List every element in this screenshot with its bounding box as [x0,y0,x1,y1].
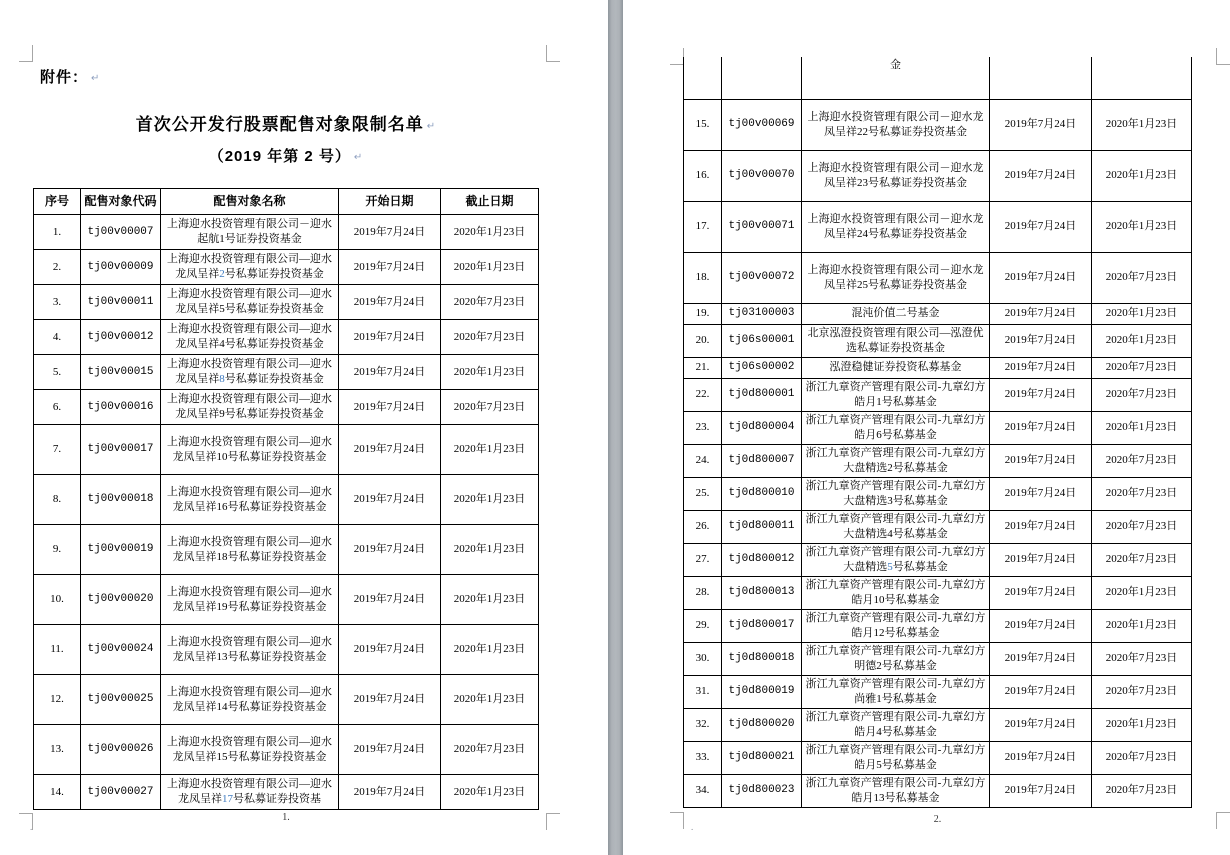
seq-cell: 24. [684,444,722,477]
code-cell: tj0d800017 [722,609,802,642]
column-header-4: 截止日期 [441,189,539,215]
seq-cell: 29. [684,609,722,642]
table-row [684,576,1192,609]
end-date-cell: 2020年1月23日 [1092,411,1192,444]
attachment-label: 附件： ↵ [40,69,101,86]
start-date-cell: 2019年7月24日 [990,357,1092,378]
end-date-cell: 2020年7月23日 [441,285,539,320]
name-cell: 金 [802,57,990,99]
page-number-2: 2. [933,814,942,825]
end-date-cell: 2020年1月23日 [1092,99,1192,150]
revision-number: 2 [219,268,225,280]
code-cell: tj00v00026 [81,725,161,775]
name-cell: 上海迎水投资管理有限公司—迎水龙凤呈祥19号私募证券投资基金 [161,575,339,625]
end-date-cell: 2020年1月23日 [1092,576,1192,609]
name-cell: 浙江九章资产管理有限公司-九章幻方大盘精选5号私募基金 [802,543,990,576]
seq-cell: 9. [34,525,81,575]
continuation-row [684,57,1192,99]
page-subtitle: （2019 年第 2 号） ↵ [208,148,364,165]
name-cell: 上海迎水投资管理有限公司—迎水龙凤呈祥9号私募证券投资基金 [161,390,339,425]
code-cell: tj0d800020 [722,708,802,741]
end-date-cell: 2020年7月23日 [1092,444,1192,477]
revision-number: 17 [222,793,233,805]
code-cell: tj00v00011 [81,285,161,320]
code-cell: tj00v00019 [81,525,161,575]
name-cell: 上海迎水投资管理有限公司—迎水龙凤呈祥5号私募证券投资基金 [161,285,339,320]
table-row [684,303,1192,324]
code-cell: tj00v00072 [722,252,802,303]
seq-cell: 21. [684,357,722,378]
column-header-2: 配售对象名称 [161,189,339,215]
end-date-cell: 2020年1月23日 [1092,708,1192,741]
table-row [684,477,1192,510]
start-date-cell: 2019年7月24日 [990,477,1092,510]
table-header-row [34,189,539,215]
code-cell: tj0d800007 [722,444,802,477]
table-row [34,285,539,320]
code-cell: tj0d800021 [722,741,802,774]
code-cell: tj06s00002 [722,357,802,378]
end-date-cell [1092,57,1192,99]
table-row [34,390,539,425]
code-cell: tj0d800011 [722,510,802,543]
name-cell: 上海迎水投资管理有限公司－迎水龙凤呈祥22号私募证券投资基金 [802,99,990,150]
code-cell: tj00v00012 [81,320,161,355]
seq-cell: 6. [34,390,81,425]
name-cell: 上海迎水投资管理有限公司－迎水龙凤呈祥23号私募证券投资基金 [802,150,990,201]
seq-cell: 34. [684,774,722,807]
name-cell: 上海迎水投资管理有限公司－迎水龙凤呈祥25号私募证券投资基金 [802,252,990,303]
name-cell: 浙江九章资产管理有限公司-九章幻方明德2号私募基金 [802,642,990,675]
code-cell: tj00v00024 [81,625,161,675]
start-date-cell: 2019年7月24日 [990,675,1092,708]
end-date-cell: 2020年1月23日 [1092,609,1192,642]
table-row [34,320,539,355]
end-date-cell: 2020年1月23日 [441,475,539,525]
seq-cell: 7. [34,425,81,475]
seq-cell: 31. [684,675,722,708]
table-row [684,543,1192,576]
name-cell: 上海迎水投资管理有限公司—迎水龙凤呈祥14号私募证券投资基金 [161,675,339,725]
seq-cell: 5. [34,355,81,390]
table-row [684,741,1192,774]
start-date-cell: 2019年7月24日 [990,609,1092,642]
table-row [34,250,539,285]
end-date-cell: 2020年7月23日 [1092,543,1192,576]
seq-cell: 2. [34,250,81,285]
column-header-1: 配售对象代码 [81,189,161,215]
start-date-cell: 2019年7月24日 [339,525,441,575]
start-date-cell: 2019年7月24日 [990,774,1092,807]
start-date-cell: 2019年7月24日 [339,285,441,320]
paragraph-mark-icon: ↵ [91,73,101,84]
code-cell: tj0d800013 [722,576,802,609]
name-cell: 北京泓澄投资管理有限公司—泓澄优选私募证券投资基金 [802,324,990,357]
name-cell: 上海迎水投资管理有限公司—迎水龙凤呈祥2号私募证券投资基金 [161,250,339,285]
end-date-cell: 2020年7月23日 [1092,774,1192,807]
end-date-cell: 2020年7月23日 [1092,252,1192,303]
crop-mark-p1-bottom-right [546,813,560,830]
code-cell: tj00v00070 [722,150,802,201]
code-cell: tj00v00017 [81,425,161,475]
start-date-cell: 2019年7月24日 [990,444,1092,477]
end-date-cell: 2020年7月23日 [441,320,539,355]
name-cell: 混沌价值二号基金 [802,303,990,324]
start-date-cell: 2019年7月24日 [339,390,441,425]
table-row [34,215,539,250]
seq-cell: 33. [684,741,722,774]
code-cell [722,57,802,99]
name-cell: 浙江九章资产管理有限公司-九章幻方皓月1号私募基金 [802,378,990,411]
code-cell: tj0d800012 [722,543,802,576]
start-date-cell: 2019年7月24日 [990,411,1092,444]
table-row [684,99,1192,150]
code-cell: tj0d800004 [722,411,802,444]
table-row [684,150,1192,201]
code-cell: tj00v00018 [81,475,161,525]
start-date-cell [990,57,1092,99]
end-date-cell: 2020年7月23日 [1092,510,1192,543]
name-cell: 浙江九章资产管理有限公司-九章幻方大盘精选3号私募基金 [802,477,990,510]
table-row [684,378,1192,411]
start-date-cell: 2019年7月24日 [990,201,1092,252]
start-date-cell: 2019年7月24日 [990,708,1092,741]
seq-cell: 32. [684,708,722,741]
paragraph-mark-icon: . [30,822,33,832]
seq-cell: 1. [34,215,81,250]
seq-cell: 14. [34,775,81,810]
start-date-cell: 2019年7月24日 [339,215,441,250]
name-cell: 浙江九章资产管理有限公司-九章幻方皓月4号私募基金 [802,708,990,741]
start-date-cell: 2019年7月24日 [990,543,1092,576]
start-date-cell: 2019年7月24日 [339,625,441,675]
end-date-cell: 2020年1月23日 [1092,324,1192,357]
name-cell: 上海迎水投资管理有限公司－迎水龙凤呈祥24号私募证券投资基金 [802,201,990,252]
end-date-cell: 2020年1月23日 [441,775,539,810]
name-cell: 上海迎水投资管理有限公司—迎水龙凤呈祥10号私募证券投资基金 [161,425,339,475]
seq-cell: 26. [684,510,722,543]
name-cell: 上海迎水投资管理有限公司—迎水龙凤呈祥18号私募证券投资基金 [161,525,339,575]
start-date-cell: 2019年7月24日 [990,576,1092,609]
revision-number: 5 [887,560,893,573]
end-date-cell: 2020年1月23日 [441,250,539,285]
start-date-cell: 2019年7月24日 [990,642,1092,675]
crop-mark-p2-bottom-right [1216,812,1230,829]
table-row [34,675,539,725]
seq-cell: 4. [34,320,81,355]
name-cell: 浙江九章资产管理有限公司-九章幻方皓月6号私募基金 [802,411,990,444]
name-cell: 浙江九章资产管理有限公司-九章幻方大盘精选2号私募基金 [802,444,990,477]
start-date-cell: 2019年7月24日 [990,378,1092,411]
end-date-cell: 2020年1月23日 [441,355,539,390]
code-cell: tj03100003 [722,303,802,324]
start-date-cell: 2019年7月24日 [990,99,1092,150]
table-row [34,475,539,525]
code-cell: tj0d800001 [722,378,802,411]
start-date-cell: 2019年7月24日 [339,355,441,390]
table-row [684,411,1192,444]
seq-cell: 15. [684,99,722,150]
name-cell: 上海迎水投资管理有限公司－迎水起航1号证券投资基金 [161,215,339,250]
name-cell: 上海迎水投资管理有限公司—迎水龙凤呈祥17号私募证券投资基 [161,775,339,810]
table-row [684,252,1192,303]
seq-cell: 25. [684,477,722,510]
end-date-cell: 2020年1月23日 [441,575,539,625]
end-date-cell: 2020年7月23日 [1092,642,1192,675]
start-date-cell: 2019年7月24日 [339,775,441,810]
column-header-3: 开始日期 [339,189,441,215]
paragraph-mark-icon: . [691,822,694,832]
code-cell: tj0d800019 [722,675,802,708]
crop-mark-p2-bottom-left [670,812,684,829]
code-cell: tj00v00009 [81,250,161,285]
name-cell: 浙江九章资产管理有限公司-九章幻方皓月10号私募基金 [802,576,990,609]
table-row [684,324,1192,357]
start-date-cell: 2019年7月24日 [990,324,1092,357]
page-title: 首次公开发行股票配售对象限制名单 ↵ [135,115,437,134]
seq-cell: 19. [684,303,722,324]
end-date-cell: 2020年7月23日 [441,390,539,425]
name-cell: 上海迎水投资管理有限公司—迎水龙凤呈祥16号私募证券投资基金 [161,475,339,525]
code-cell: tj0d800018 [722,642,802,675]
paragraph-mark-icon: ↵ [426,121,437,132]
start-date-cell: 2019年7月24日 [339,675,441,725]
end-date-cell: 2020年7月23日 [1092,675,1192,708]
table-row [34,625,539,675]
end-date-cell: 2020年7月23日 [441,725,539,775]
start-date-cell: 2019年7月24日 [990,150,1092,201]
start-date-cell: 2019年7月24日 [990,741,1092,774]
end-date-cell: 2020年1月23日 [1092,303,1192,324]
allocation-table-page2 [683,57,1192,808]
end-date-cell: 2020年1月23日 [441,525,539,575]
seq-cell: 17. [684,201,722,252]
start-date-cell: 2019年7月24日 [990,303,1092,324]
code-cell: tj00v00069 [722,99,802,150]
seq-cell: 18. [684,252,722,303]
name-cell: 浙江九章资产管理有限公司-九章幻方大盘精选4号私募基金 [802,510,990,543]
code-cell: tj00v00020 [81,575,161,625]
seq-cell: 16. [684,150,722,201]
start-date-cell: 2019年7月24日 [339,250,441,285]
end-date-cell: 2020年7月23日 [1092,357,1192,378]
crop-mark-p2-top-right [1216,48,1230,65]
seq-cell: 20. [684,324,722,357]
code-cell: tj00v00007 [81,215,161,250]
seq-cell: 10. [34,575,81,625]
code-cell: tj00v00016 [81,390,161,425]
table-row [34,575,539,625]
page-number-1: 1. [282,812,290,823]
name-cell: 泓澄稳健证券投资私募基金 [802,357,990,378]
seq-cell [684,57,722,99]
start-date-cell: 2019年7月24日 [339,425,441,475]
name-cell: 上海迎水投资管理有限公司—迎水龙凤呈祥13号私募证券投资基金 [161,625,339,675]
name-cell: 浙江九章资产管理有限公司-九章幻方皓月5号私募基金 [802,741,990,774]
code-cell: tj00v00027 [81,775,161,810]
code-cell: tj00v00015 [81,355,161,390]
column-header-0: 序号 [34,189,81,215]
code-cell: tj0d800023 [722,774,802,807]
seq-cell: 13. [34,725,81,775]
table-row [34,525,539,575]
revision-number: 8 [219,373,225,385]
start-date-cell: 2019年7月24日 [339,475,441,525]
code-cell: tj00v00071 [722,201,802,252]
table-row [684,675,1192,708]
table-row [684,774,1192,807]
table-row [34,355,539,390]
name-cell: 浙江九章资产管理有限公司-九章幻方尚雅1号私募基金 [802,675,990,708]
start-date-cell: 2019年7月24日 [339,725,441,775]
table-row [684,708,1192,741]
end-date-cell: 2020年7月23日 [1092,741,1192,774]
end-date-cell: 2020年1月23日 [441,625,539,675]
end-date-cell: 2020年1月23日 [441,425,539,475]
start-date-cell: 2019年7月24日 [990,510,1092,543]
table-row [684,609,1192,642]
code-cell: tj06s00001 [722,324,802,357]
seq-cell: 30. [684,642,722,675]
end-date-cell: 2020年1月23日 [441,215,539,250]
seq-cell: 27. [684,543,722,576]
allocation-table-page1 [33,188,539,810]
start-date-cell: 2019年7月24日 [990,252,1092,303]
seq-cell: 12. [34,675,81,725]
seq-cell: 3. [34,285,81,320]
crop-mark-p2-top-left [670,48,684,65]
start-date-cell: 2019年7月24日 [339,320,441,355]
seq-cell: 23. [684,411,722,444]
end-date-cell: 2020年7月23日 [1092,477,1192,510]
name-cell: 上海迎水投资管理有限公司—迎水龙凤呈祥15号私募证券投资基金 [161,725,339,775]
table-row [684,444,1192,477]
start-date-cell: 2019年7月24日 [339,575,441,625]
crop-mark-p1-top-left [19,45,33,62]
paragraph-mark-icon: ↵ [353,152,364,163]
seq-cell: 28. [684,576,722,609]
end-date-cell: 2020年7月23日 [1092,378,1192,411]
table-row [684,357,1192,378]
code-cell: tj00v00025 [81,675,161,725]
end-date-cell: 2020年1月23日 [1092,150,1192,201]
name-cell: 上海迎水投资管理有限公司—迎水龙凤呈祥8号私募证券投资基金 [161,355,339,390]
page-gap-divider [608,0,623,855]
table-row [34,725,539,775]
table-row [684,642,1192,675]
crop-mark-p1-top-right [546,45,560,62]
end-date-cell: 2020年1月23日 [1092,201,1192,252]
table-row [34,425,539,475]
name-cell: 上海迎水投资管理有限公司—迎水龙凤呈祥4号私募证券投资基金 [161,320,339,355]
seq-cell: 11. [34,625,81,675]
name-cell: 浙江九章资产管理有限公司-九章幻方皓月12号私募基金 [802,609,990,642]
code-cell: tj0d800010 [722,477,802,510]
name-cell: 浙江九章资产管理有限公司-九章幻方皓月13号私募基金 [802,774,990,807]
table-row [684,201,1192,252]
seq-cell: 8. [34,475,81,525]
table-row [684,510,1192,543]
table-row [34,775,539,810]
end-date-cell: 2020年1月23日 [441,675,539,725]
seq-cell: 22. [684,378,722,411]
